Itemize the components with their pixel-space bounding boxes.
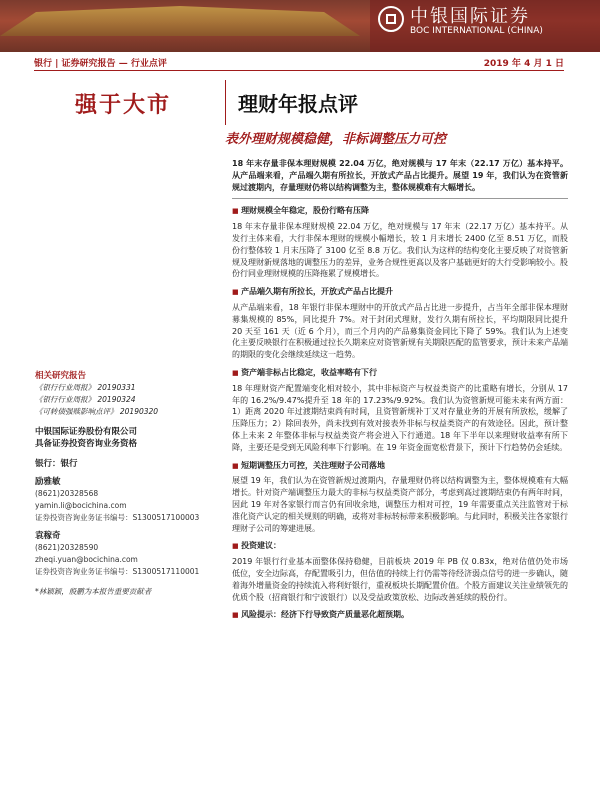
section-body: 18 年理财资产配置端变化相对较小，其中非标资产与权益类资产的比重略有增长，分别从 17 年的 16.2%/9.47%提升至 18 年的 17.23%/9.92%。我们认为资管新规可能未来有两方面：1）距离 2020 年过渡期结束尚有时间，且资管新规补丁又对存量业务的开展有所放松，缓解了压降压力；2）除回表外，尚未找到有效对接表外非标与权益类资产的有效途径。因此，预计整体上未来 2 年整体非标与权益类资产将会进入下行通道。18 年下半年以来理财收益率有所下降，主要还是受到无风险利率下行影响。在 19 年资金面宽松背景下，预计下行趋势仍会延续。 — [232, 383, 568, 452]
analyst-email: zheqi.yuan@bocichina.com — [35, 555, 138, 564]
summary-divider — [232, 198, 568, 199]
related-heading: 相关研究报告 — [35, 371, 87, 381]
title-divider — [225, 80, 226, 125]
rating: 强于大市 — [75, 92, 172, 118]
section-body: 18 年末存量非保本理财规模 22.04 万亿，绝对规模与 17 年末（22.17 万亿）基本持平。从发行主体来看，大行非保本理财的规模小幅增长，较 1 月末增长 2400 亿至 8.51 万亿，而股份行整体较 1 月末压降了 3100 亿至 8.8 万亿。我们认为这样的结构变化主要反映了对资管新规及理财新规落地的调整压力的差异，业务合规性更高以及客户基础更好的大行受影响较小。股份行同业理财规模的压降拖累了规模增长。 — [232, 222, 568, 279]
boc-logo-icon — [378, 6, 404, 32]
report-meta — [34, 56, 564, 69]
analyst-phone: (8621)20328568 — [35, 489, 99, 498]
summary: 18 年末存量非保本理财规模 22.04 万亿，绝对规模与 17 年末（22.17 万亿）基本持平。从产品端来看，产品端久期有所拉长，开放式产品占比提升。展望 19 年，我们认为在资管新规过渡期内，存量理财仍将以结构调整为主，整体规模难有大幅增长。 — [232, 159, 568, 192]
report-date: 2019 年 4 月 1 日 — [483, 59, 564, 69]
section-heading: ■ 短期调整压力可控，关注理财子公司落地 — [232, 460, 568, 473]
contributor-note: *林颖颖，殷鹏为本报告重要贡献者 — [35, 587, 152, 596]
analyst-name: 袁稼奇 — [35, 531, 61, 541]
section-heading: ■ 投资建议： — [232, 540, 568, 553]
analyst-email: yamin.li@bocichina.com — [35, 501, 127, 510]
section-body: 从产品端来看，18 年银行非保本理财中的开放式产品占比进一步提升，占当年全部非保本理财募集规模的 85%，同比提升 7%。对于封闭式理财，发行久期有所拉长，平均期限同比提升 20 天至 161 天（近 6 个月），而三个月内的产品募集资金同比下降了 59%。我们认为上述变化主要反映银行在积极通过拉长久期来应对资管新规有关期限匹配的监管要求，预计未来产品端的期限的变化会继续延续这一趋势。 — [232, 302, 568, 360]
analyst-cert: 证券投资咨询业务证书编号：S1300517110001 — [35, 567, 200, 576]
section-heading: ■ 资产端非标占比稳定，收益率略有下行 — [232, 367, 568, 380]
section-heading: ■ 产品端久期有所拉长，开放式产品占比提升 — [232, 286, 568, 299]
firm-name: 中银国际证券股份有限公司 — [35, 427, 138, 437]
related-item: 《银行行业周报》 20190324 — [35, 395, 136, 404]
analyst-cert: 证券投资咨询业务证书编号：S1300517100003 — [35, 513, 200, 522]
report-category: 银行 | 证券研究报告 — 行业点评 — [34, 59, 167, 69]
section-body: 展望 19 年，我们认为在资管新规过渡期内，存量理财仍将以结构调整为主，整体规模难有大幅增长。针对资产端调整压力最大的非标与权益类资产部分，考虑到高过渡期结束仍有两年时间，因此 19 年对各家银行而言仍有回收余地，调整压力相对可控，19 年需要重点关注监管对于标准化资产认定的相关规则的明确，或将对非标转标带来积极影响。与此同时，积极关注各家银行理财子公司的筹建进展。 — [232, 476, 568, 533]
header-banner — [0, 0, 600, 52]
related-item: 《可转债强赎影响点评》 20190320 — [35, 407, 159, 416]
analyst-phone: (8621)20328590 — [35, 543, 99, 552]
analyst-name: 励雅敏 — [35, 477, 61, 487]
palace-roof-image — [0, 6, 360, 36]
main-content — [232, 158, 568, 625]
section-body: 2019 年银行行业基本面整体保持稳健，目前板块 2019 年 PB 仅 0.83x，绝对估值仍处市场低位，安全边际高，存配置吸引力，但估值的持续上行仍需等待经济弱点信号的进一步确认，随着海外增量资金的持续流入将利好银行，重视板块长期配置价值。个股方面建议关注业绩领先的优质个股（招商银行和宁波银行）以及受益政策放松、边际改善延续的股份行。 — [232, 557, 568, 602]
section-heading: ■ 理财规模全年稳定，股份行略有压降 — [232, 205, 568, 218]
company-logo — [370, 0, 600, 52]
firm-qualification: 具备证券投资咨询业务资格 — [35, 439, 138, 449]
logo-en: BOC INTERNATIONAL (CHINA) — [410, 26, 543, 36]
sidebar — [35, 370, 210, 598]
header-divider — [34, 70, 564, 71]
risk-warning: ■ 风险提示：经济下行导致资产质量恶化超预期。 — [232, 609, 568, 622]
report-subtitle: 表外理财规模稳健，非标调整压力可控 — [225, 132, 447, 147]
report-title: 理财年报点评 — [238, 92, 358, 116]
logo-cn: 中银国际证券 — [410, 6, 530, 27]
sector-line: 银行：银行 — [35, 459, 78, 469]
related-item: 《银行行业周报》 20190331 — [35, 383, 136, 392]
